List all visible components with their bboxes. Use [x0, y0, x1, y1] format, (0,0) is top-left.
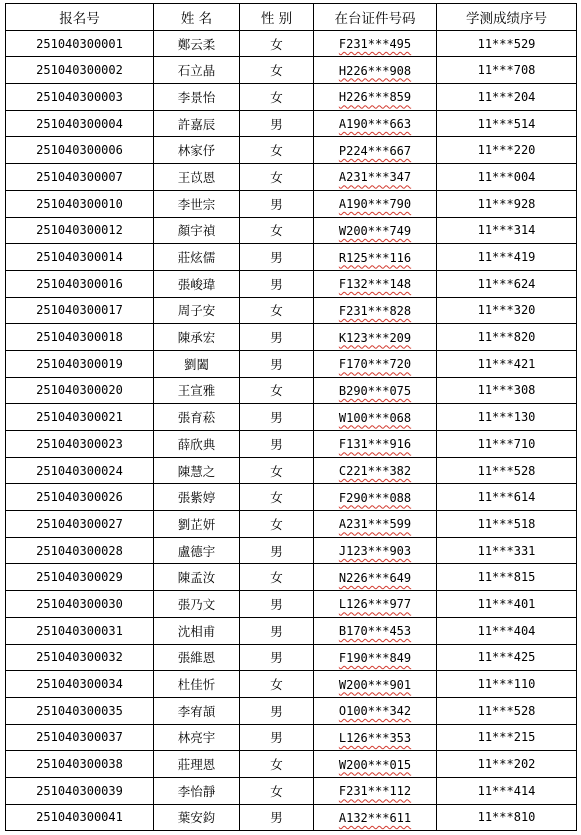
id-document-number-text: H226***859 — [338, 90, 412, 105]
registration-number-cell: 251040300004 — [6, 110, 154, 137]
table-row — [6, 617, 577, 644]
student-name-cell: 張峻瑋 — [154, 270, 240, 297]
registration-number-cell: 251040300039 — [6, 777, 154, 804]
sex-cell: 男 — [240, 697, 314, 724]
id-document-number-text: F131***916 — [338, 437, 412, 452]
exam-score-serial-cell: 11***204 — [437, 84, 577, 111]
student-name-cell: 周子安 — [154, 297, 240, 324]
admission-roster-document — [5, 3, 577, 831]
sex-cell: 男 — [240, 350, 314, 377]
exam-score-serial-cell: 11***815 — [437, 564, 577, 591]
id-document-number-cell — [314, 324, 437, 351]
sex-cell: 男 — [240, 724, 314, 751]
id-document-number-cell — [314, 671, 437, 698]
exam-score-serial-cell: 11***419 — [437, 244, 577, 271]
registration-number-cell: 251040300019 — [6, 350, 154, 377]
student-name-cell: 王宣雅 — [154, 377, 240, 404]
table-row — [6, 724, 577, 751]
exam-score-serial-cell: 11***624 — [437, 270, 577, 297]
student-name-cell: 薛欣典 — [154, 431, 240, 458]
id-document-number-text: F132***148 — [338, 277, 412, 292]
id-document-number-text: L126***353 — [338, 730, 412, 745]
header-name: 姓 名 — [154, 4, 240, 31]
sex-cell: 女 — [240, 777, 314, 804]
table-row — [6, 751, 577, 778]
id-document-number-cell — [314, 751, 437, 778]
id-document-number-cell — [314, 217, 437, 244]
id-document-number-cell — [314, 190, 437, 217]
exam-score-serial-cell: 11***110 — [437, 671, 577, 698]
id-document-number-cell — [314, 350, 437, 377]
sex-cell: 女 — [240, 377, 314, 404]
student-name-cell: 李怡靜 — [154, 777, 240, 804]
student-name-cell: 張育菘 — [154, 404, 240, 431]
id-document-number-text: F290***088 — [338, 490, 412, 505]
exam-score-serial-cell: 11***518 — [437, 511, 577, 538]
id-document-number-cell — [314, 591, 437, 618]
exam-score-serial-cell: 11***404 — [437, 617, 577, 644]
registration-number-cell: 251040300030 — [6, 591, 154, 618]
sex-cell: 女 — [240, 671, 314, 698]
table-row — [6, 377, 577, 404]
id-document-number-text: F231***828 — [338, 303, 412, 318]
id-document-number-text: A190***663 — [338, 117, 412, 132]
student-name-cell: 莊理恩 — [154, 751, 240, 778]
table-row — [6, 324, 577, 351]
exam-score-serial-cell: 11***425 — [437, 644, 577, 671]
student-name-cell: 劉芷妍 — [154, 511, 240, 538]
exam-score-serial-cell: 11***130 — [437, 404, 577, 431]
registration-number-cell: 251040300012 — [6, 217, 154, 244]
student-name-cell: 張紫婷 — [154, 484, 240, 511]
header-id-document-number: 在台证件号码 — [314, 4, 437, 31]
table-row — [6, 404, 577, 431]
id-document-number-cell — [314, 617, 437, 644]
id-document-number-cell — [314, 110, 437, 137]
registration-number-cell: 251040300026 — [6, 484, 154, 511]
id-document-number-cell — [314, 484, 437, 511]
student-name-cell: 陳承宏 — [154, 324, 240, 351]
table-row — [6, 431, 577, 458]
exam-score-serial-cell: 11***314 — [437, 217, 577, 244]
sex-cell: 女 — [240, 137, 314, 164]
student-name-cell: 陳慧之 — [154, 457, 240, 484]
id-document-number-cell — [314, 137, 437, 164]
table-row — [6, 537, 577, 564]
table-row — [6, 110, 577, 137]
id-document-number-cell — [314, 84, 437, 111]
registration-number-cell: 251040300020 — [6, 377, 154, 404]
table-row — [6, 164, 577, 191]
student-name-cell: 許嘉辰 — [154, 110, 240, 137]
id-document-number-text: A132***611 — [338, 810, 412, 825]
exam-score-serial-cell: 11***529 — [437, 30, 577, 57]
exam-score-serial-cell: 11***514 — [437, 110, 577, 137]
id-document-number-cell — [314, 404, 437, 431]
sex-cell: 女 — [240, 484, 314, 511]
id-document-number-cell — [314, 511, 437, 538]
registration-number-cell: 251040300038 — [6, 751, 154, 778]
sex-cell: 女 — [240, 297, 314, 324]
id-document-number-cell — [314, 697, 437, 724]
registration-number-cell: 251040300017 — [6, 297, 154, 324]
student-name-cell: 沈相甫 — [154, 617, 240, 644]
id-document-number-cell — [314, 57, 437, 84]
registration-number-cell: 251040300037 — [6, 724, 154, 751]
student-name-cell: 顏宇禎 — [154, 217, 240, 244]
sex-cell: 女 — [240, 564, 314, 591]
sex-cell: 男 — [240, 110, 314, 137]
registration-number-cell: 251040300024 — [6, 457, 154, 484]
exam-score-serial-cell: 11***810 — [437, 804, 577, 831]
id-document-number-text: F190***849 — [338, 650, 412, 665]
sex-cell: 男 — [240, 617, 314, 644]
id-document-number-cell — [314, 297, 437, 324]
registration-number-cell: 251040300006 — [6, 137, 154, 164]
sex-cell: 男 — [240, 537, 314, 564]
exam-score-serial-cell: 11***710 — [437, 431, 577, 458]
exam-score-serial-cell: 11***528 — [437, 697, 577, 724]
student-name-cell: 劉闔 — [154, 350, 240, 377]
sex-cell: 女 — [240, 217, 314, 244]
table-row — [6, 244, 577, 271]
id-document-number-text: B170***453 — [338, 624, 412, 639]
registration-number-cell: 251040300007 — [6, 164, 154, 191]
id-document-number-text: J123***903 — [338, 544, 412, 559]
id-document-number-cell — [314, 244, 437, 271]
registration-number-cell: 251040300003 — [6, 84, 154, 111]
id-document-number-text: W200***749 — [338, 223, 412, 238]
table-row — [6, 297, 577, 324]
registration-number-cell: 251040300027 — [6, 511, 154, 538]
table-row — [6, 511, 577, 538]
registration-number-cell: 251040300018 — [6, 324, 154, 351]
exam-score-serial-cell: 11***004 — [437, 164, 577, 191]
student-name-cell: 李宥頡 — [154, 697, 240, 724]
registration-number-cell: 251040300002 — [6, 57, 154, 84]
registration-number-cell: 251040300029 — [6, 564, 154, 591]
exam-score-serial-cell: 11***220 — [437, 137, 577, 164]
student-name-cell: 王苡恩 — [154, 164, 240, 191]
id-document-number-cell — [314, 644, 437, 671]
student-name-cell: 李景怡 — [154, 84, 240, 111]
registration-number-cell: 251040300028 — [6, 537, 154, 564]
table-row — [6, 350, 577, 377]
registration-number-cell: 251040300031 — [6, 617, 154, 644]
table-header-row — [6, 4, 577, 31]
exam-score-serial-cell: 11***202 — [437, 751, 577, 778]
student-name-cell: 張乃文 — [154, 591, 240, 618]
registration-number-cell: 251040300014 — [6, 244, 154, 271]
id-document-number-cell — [314, 457, 437, 484]
id-document-number-cell — [314, 777, 437, 804]
exam-score-serial-cell: 11***820 — [437, 324, 577, 351]
exam-score-serial-cell: 11***308 — [437, 377, 577, 404]
id-document-number-cell — [314, 377, 437, 404]
sex-cell: 男 — [240, 270, 314, 297]
registration-number-cell: 251040300021 — [6, 404, 154, 431]
id-document-number-cell — [314, 431, 437, 458]
student-name-cell: 林亮宇 — [154, 724, 240, 751]
exam-score-serial-cell: 11***414 — [437, 777, 577, 804]
exam-score-serial-cell: 11***331 — [437, 537, 577, 564]
id-document-number-text: O100***342 — [338, 704, 412, 719]
sex-cell: 男 — [240, 190, 314, 217]
table-row — [6, 217, 577, 244]
table-row — [6, 777, 577, 804]
id-document-number-text: A231***599 — [338, 517, 412, 532]
id-document-number-text: B290***075 — [338, 383, 412, 398]
student-name-cell: 陳孟汝 — [154, 564, 240, 591]
header-exam-score-serial: 学测成绩序号 — [437, 4, 577, 31]
id-document-number-text: H226***908 — [338, 63, 412, 78]
table-row — [6, 190, 577, 217]
table-row — [6, 30, 577, 57]
registration-number-cell: 251040300001 — [6, 30, 154, 57]
table-row — [6, 137, 577, 164]
registration-number-cell: 251040300041 — [6, 804, 154, 831]
sex-cell: 女 — [240, 30, 314, 57]
table-row — [6, 671, 577, 698]
sex-cell: 男 — [240, 244, 314, 271]
id-document-number-text: L126***977 — [338, 597, 412, 612]
id-document-number-text: W200***901 — [338, 677, 412, 692]
student-name-cell: 李世宗 — [154, 190, 240, 217]
student-name-cell: 杜佳忻 — [154, 671, 240, 698]
registration-number-cell: 251040300016 — [6, 270, 154, 297]
sex-cell: 男 — [240, 591, 314, 618]
table-row — [6, 644, 577, 671]
student-name-cell: 鄭云柔 — [154, 30, 240, 57]
id-document-number-text: P224***667 — [338, 143, 412, 158]
id-document-number-text: C221***382 — [338, 464, 412, 479]
table-row — [6, 84, 577, 111]
table-row — [6, 270, 577, 297]
sex-cell: 男 — [240, 404, 314, 431]
exam-score-serial-cell: 11***708 — [437, 57, 577, 84]
table-row — [6, 57, 577, 84]
id-document-number-text: F231***112 — [338, 784, 412, 799]
admission-roster-table — [5, 3, 577, 831]
id-document-number-text: K123***209 — [338, 330, 412, 345]
id-document-number-text: W200***015 — [338, 757, 412, 772]
id-document-number-text: W100***068 — [338, 410, 412, 425]
registration-number-cell: 251040300023 — [6, 431, 154, 458]
exam-score-serial-cell: 11***421 — [437, 350, 577, 377]
registration-number-cell: 251040300034 — [6, 671, 154, 698]
exam-score-serial-cell: 11***528 — [437, 457, 577, 484]
sex-cell: 男 — [240, 644, 314, 671]
id-document-number-cell — [314, 724, 437, 751]
registration-number-cell: 251040300010 — [6, 190, 154, 217]
sex-cell: 女 — [240, 751, 314, 778]
student-name-cell: 張維恩 — [154, 644, 240, 671]
exam-score-serial-cell: 11***320 — [437, 297, 577, 324]
header-sex: 性 别 — [240, 4, 314, 31]
exam-score-serial-cell: 11***401 — [437, 591, 577, 618]
sex-cell: 女 — [240, 511, 314, 538]
table-row — [6, 804, 577, 831]
table-row — [6, 457, 577, 484]
student-name-cell: 盧德宇 — [154, 537, 240, 564]
id-document-number-text: N226***649 — [338, 570, 412, 585]
student-name-cell: 石立晶 — [154, 57, 240, 84]
registration-number-cell: 251040300035 — [6, 697, 154, 724]
id-document-number-cell — [314, 30, 437, 57]
exam-score-serial-cell: 11***614 — [437, 484, 577, 511]
table-row — [6, 484, 577, 511]
table-row — [6, 564, 577, 591]
sex-cell: 女 — [240, 457, 314, 484]
sex-cell: 女 — [240, 164, 314, 191]
student-name-cell: 莊炫儒 — [154, 244, 240, 271]
sex-cell: 男 — [240, 431, 314, 458]
table-row — [6, 697, 577, 724]
exam-score-serial-cell: 11***215 — [437, 724, 577, 751]
sex-cell: 女 — [240, 84, 314, 111]
student-name-cell: 林家伃 — [154, 137, 240, 164]
id-document-number-text: A190***790 — [338, 197, 412, 212]
id-document-number-cell — [314, 804, 437, 831]
registration-number-cell: 251040300032 — [6, 644, 154, 671]
table-row — [6, 591, 577, 618]
sex-cell: 男 — [240, 804, 314, 831]
sex-cell: 女 — [240, 57, 314, 84]
id-document-number-text: A231***347 — [338, 170, 412, 185]
id-document-number-text: R125***116 — [338, 250, 412, 265]
id-document-number-cell — [314, 564, 437, 591]
id-document-number-cell — [314, 537, 437, 564]
id-document-number-text: F231***495 — [338, 37, 412, 52]
id-document-number-cell — [314, 164, 437, 191]
exam-score-serial-cell: 11***928 — [437, 190, 577, 217]
sex-cell: 男 — [240, 324, 314, 351]
header-registration-number: 报名号 — [6, 4, 154, 31]
student-name-cell: 葉安鈞 — [154, 804, 240, 831]
table-body — [6, 30, 577, 831]
id-document-number-text: F170***720 — [338, 357, 412, 372]
id-document-number-cell — [314, 270, 437, 297]
